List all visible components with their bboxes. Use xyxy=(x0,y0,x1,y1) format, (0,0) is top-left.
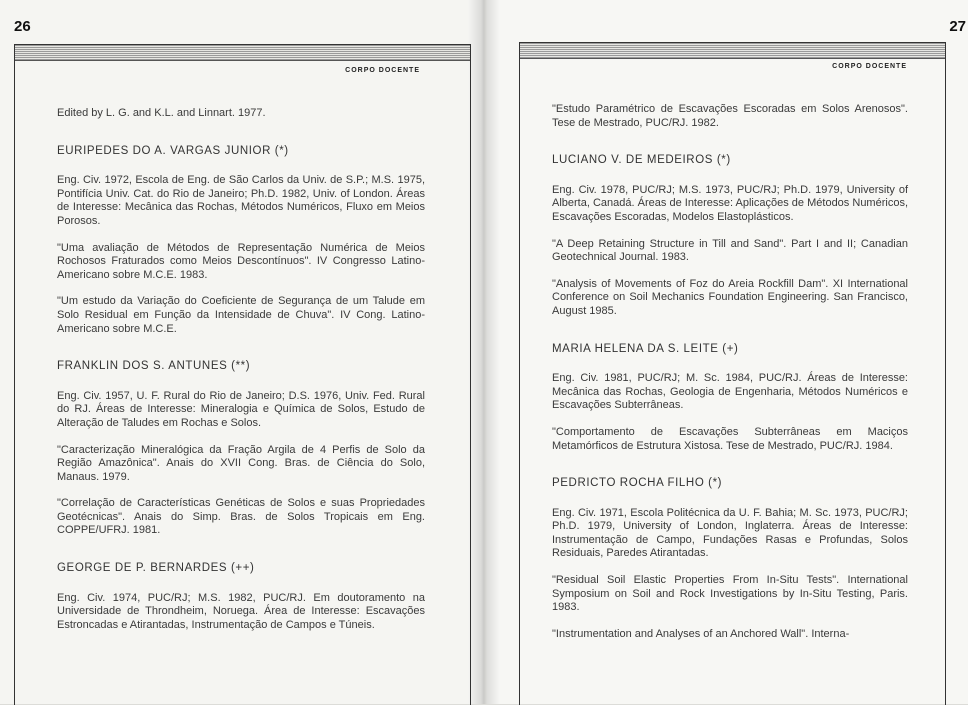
paragraph: Eng. Civ. 1974, PUC/RJ; M.S. 1982, PUC/RJ. Em doutoramento na Universidade de Throndheim, Noruega. Área de Interesse: Escavações Estroncadas e Atirantadas, Instrumentação de Campos e Túneis. xyxy=(57,591,425,631)
header-band xyxy=(520,43,945,59)
faculty-name: FRANKLIN DOS S. ANTUNES (**) xyxy=(57,360,251,373)
page-frame xyxy=(519,42,946,705)
paragraph: "Residual Soil Elastic Properties From In-Situ Tests". International Symposium on Soil and Rock Investigations by In-Situ Testing, Paris. 1983. xyxy=(552,574,908,614)
paragraph: Eng. Civ. 1978, PUC/RJ; M.S. 1973, PUC/RJ; Ph.D. 1979, University of Alberta, Canadá. Áreas de Interesse: Aplicações de Métodos Numéricos, Escavações Escoradas, Modelos Elastoplásticos. xyxy=(552,183,908,223)
paragraph: Eng. Civ. 1972, Escola de Eng. de São Carlos da Univ. de S.P.; M.S. 1975, Pontifícia Univ. Cat. do Rio de Janeiro; Ph.D. 1982, Univ. of London. Áreas de Interesse: Mecânica das Rochas, Métodos Numéricos, Fluxo em Meios Porosos. xyxy=(57,174,425,227)
paragraph: "Uma avaliação de Métodos de Representação Numérica de Meios Rochosos Fraturados como Meios Descontínuos". IV Congresso Latino-Americano sobre M.C.E. 1983. xyxy=(57,241,425,281)
page-number: 27 xyxy=(949,18,966,35)
page-frame xyxy=(14,44,471,705)
faculty-name: PEDRICTO ROCHA FILHO (*) xyxy=(552,477,723,490)
paragraph: "A Deep Retaining Structure in Till and Sand". Part I and II; Canadian Geotechnical Journal. 1983. xyxy=(552,237,908,264)
left-page xyxy=(0,0,484,704)
paragraph: "Correlação de Características Genéticas de Solos e suas Propriedades Geotécnicas". Anais do Simp. Bras. de Solos Tropicais em Eng. COPPE/UFRJ. 1981. xyxy=(57,497,425,537)
faculty-name: LUCIANO V. DE MEDEIROS (*) xyxy=(552,154,731,167)
paragraph: Edited by L. G. and K.L. and Linnart. 1977. xyxy=(57,107,266,119)
paragraph: "Estudo Paramétrico de Escavações Escoradas em Solos Arenosos". Tese de Mestrado, PUC/RJ. 1982. xyxy=(552,103,908,129)
paragraph: "Comportamento de Escavações Subterrâneas em Maciços Metamórficos de Estrutura Xistosa. Tese de Mestrado, PUC/RJ. 1984. xyxy=(552,425,908,452)
faculty-name: EURIPEDES DO A. VARGAS JUNIOR (*) xyxy=(57,144,289,157)
page-content xyxy=(552,103,908,654)
running-header: CORPO DOCENTE xyxy=(832,63,907,70)
paragraph: Eng. Civ. 1957, U. F. Rural do Rio de Janeiro; D.S. 1976, Univ. Fed. Rural do RJ. Áreas de Interesse: Mineralogia e Química de Solos, Estudo de Alteração de Taludes em Rochas e Solos. xyxy=(57,389,425,429)
right-page xyxy=(484,0,968,704)
page-content xyxy=(57,107,425,645)
paragraph: "Analysis of Movements of Foz do Areia Rockfill Dam". XI International Conference on Soil Mechanics Foundation Engineering. San Francisco, August 1985. xyxy=(552,277,908,317)
paragraph: "Um estudo da Variação do Coeficiente de Segurança de um Talude em Solo Residual em Função da Intensidade de Chuva". IV Cong. Latino-Americano sobre M.C.E. xyxy=(57,295,425,335)
page-number: 26 xyxy=(14,18,31,35)
book-gutter-shadow xyxy=(468,0,500,704)
paragraph: Eng. Civ. 1971, Escola Politécnica da U. F. Bahia; M. Sc. 1973, PUC/RJ; Ph.D. 1979, University of London, Inglaterra. Áreas de Interesse: Instrumentação de Campo, Fundações Rasas e Profundas, Solos Residuais, Paredes Atirantadas. xyxy=(552,506,908,560)
running-header: CORPO DOCENTE xyxy=(345,67,420,74)
paragraph: Eng. Civ. 1981, PUC/RJ; M. Sc. 1984, PUC/RJ. Áreas de Interesse: Mecânica das Rochas, Geologia de Engenharia, Métodos Numéricos e Escavações Subterrâneas. xyxy=(552,372,908,412)
faculty-name: MARIA HELENA DA S. LEITE (+) xyxy=(552,342,739,355)
paragraph: "Instrumentation and Analyses of an Anchored Wall". Interna- xyxy=(552,627,850,640)
faculty-name: GEORGE DE P. BERNARDES (++) xyxy=(57,562,255,575)
header-band xyxy=(15,45,470,61)
paragraph: "Caracterização Mineralógica da Fração Argila de 4 Perfis de Solo da Região Amazônica". Anais do XVII Cong. Bras. de Ciência do Solo, Manaus. 1979. xyxy=(57,443,425,483)
